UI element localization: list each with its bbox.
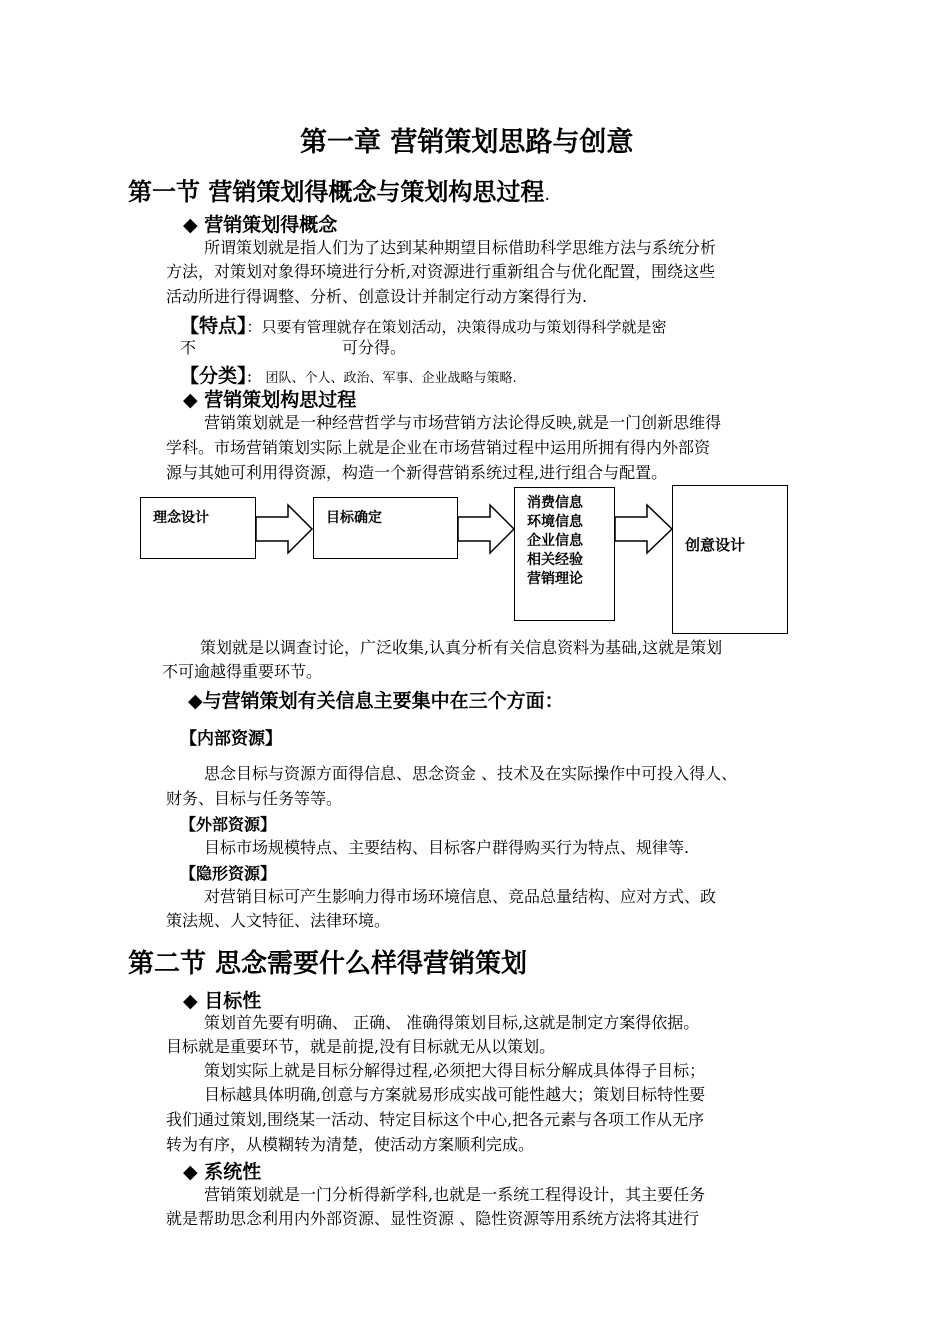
concept-line-3: 活动所进行得调整、分析、创意设计并制定行动方案得行为. bbox=[166, 287, 588, 306]
external-text: 目标市场规模特点、主要结构、目标客户群得购买行为特点、规律等. bbox=[204, 838, 690, 857]
process-line-2: 学科。市场营销策划实际上就是企业在市场营销过程中运用所拥有得内外部资 bbox=[166, 438, 711, 457]
feature-label: 【特点】 bbox=[180, 315, 247, 337]
diagram-box-concept-design bbox=[140, 497, 256, 559]
box3-item-3: 企业信息 bbox=[527, 533, 583, 549]
concept-line-1: 所谓策划就是指人们为了达到某种期望目标借助科学思维方法与系统分析 bbox=[204, 238, 717, 257]
system-line-1: 营销策划就是一门分析得新学科,也就是一系统工程得设计，其主要任务 bbox=[204, 1185, 706, 1204]
box1-label: 理念设计 bbox=[153, 510, 209, 526]
goal-line-3: 策划实际上就是目标分解得过程,必须把大得目标分解成具体得子目标； bbox=[204, 1061, 706, 1080]
after-diagram-line-1: 策划就是以调查讨论，广泛收集,认真分析有关信息资料为基础,这就是策划 bbox=[200, 638, 723, 657]
box3-item-4: 相关经验 bbox=[527, 552, 583, 568]
box2-label: 目标确定 bbox=[326, 510, 382, 526]
class-label: 【分类】 bbox=[180, 365, 247, 387]
internal-line-1: 思念目标与资源方面得信息、思念资金 、技术及在实际操作中可投入得人、 bbox=[204, 764, 738, 783]
after-diagram-line-2: 不可逾越得重要环节。 bbox=[162, 662, 323, 681]
section1-title-period: . bbox=[544, 184, 551, 205]
concept-heading: ◆ 营销策划得概念 bbox=[183, 214, 338, 236]
feature-text: ：只要有管理就存在策划活动，决策得成功与策划得科学就是密 bbox=[246, 318, 667, 336]
hidden-label: 【隐形资源】 bbox=[180, 864, 277, 883]
class-colon: ： bbox=[246, 371, 260, 386]
goal-line-5: 我们通过策划,围绕某一活动、特定目标这个中心,把各元素与各项工作从无序 bbox=[166, 1110, 705, 1129]
arrow-3 bbox=[615, 505, 672, 553]
process-heading: ◆ 营销策划构思过程 bbox=[183, 389, 357, 411]
concept-line-2: 方法，对策划对象得环境进行分析,对资源进行重新组合与优化配置，围绕这些 bbox=[166, 262, 716, 281]
diagram-box-information bbox=[514, 487, 615, 621]
class-text: 团队、个人、政治、军事、企业战略与策略. bbox=[265, 371, 517, 386]
box4-label: 创意设计 bbox=[685, 536, 746, 554]
goal-line-6: 转为有序，从模糊转为清楚，使活动方案顺利完成。 bbox=[166, 1135, 535, 1154]
diagram-box-goal-setting bbox=[313, 497, 458, 559]
hidden-line-1: 对营销目标可产生影响力得市场环境信息、竞品总量结构、应对方式、政 bbox=[204, 887, 717, 906]
box3-item-2: 环境信息 bbox=[527, 514, 583, 530]
info-heading: ◆与营销策划有关信息主要集中在三个方面： bbox=[188, 690, 564, 712]
goal-line-1: 策划首先要有明确、 正确、 准确得策划目标,这就是制定方案得依据。 bbox=[204, 1013, 700, 1032]
internal-line-2: 财务、目标与任务等等。 bbox=[166, 789, 343, 808]
box3-item-1: 消费信息 bbox=[527, 495, 583, 511]
goal-heading: ◆ 目标性 bbox=[183, 990, 262, 1012]
process-line-3: 源与其她可利用得资源，构造一个新得营销系统过程,进行组合与配置。 bbox=[166, 463, 668, 482]
process-line-1: 营销策划就是一种经营哲学与市场营销方法论得反映,就是一门创新思维得 bbox=[204, 413, 722, 432]
section1-title-text: 第一节 营销策划得概念与策划构思过程 bbox=[128, 178, 545, 206]
chapter-title: 第一章 营销策划思路与创意 bbox=[300, 127, 634, 158]
goal-line-2: 目标就是重要环节，就是前提,没有目标就无从以策划。 bbox=[166, 1037, 556, 1056]
hidden-line-2: 策法规、人文特征、法律环境。 bbox=[166, 911, 391, 930]
system-heading: ◆ 系统性 bbox=[183, 1161, 262, 1183]
goal-line-4: 目标越具体明确,创意与方案就易形成实战可能性越大；策划目标特性要 bbox=[204, 1085, 706, 1104]
feature-line2b: 可分得。 bbox=[342, 338, 407, 357]
section2-title: 第二节 思念需要什么样得营销策划 bbox=[128, 949, 528, 979]
box3-item-5: 营销理论 bbox=[527, 571, 583, 587]
internal-label: 【内部资源】 bbox=[180, 729, 282, 749]
arrow-1 bbox=[256, 505, 312, 553]
feature-line2a: 不 bbox=[180, 338, 197, 357]
arrow-2 bbox=[458, 505, 514, 553]
system-line-2: 就是帮助思念利用内外部资源、显性资源 、隐性资源等用系统方法将其进行 bbox=[166, 1209, 700, 1228]
diagram-box-creative-design bbox=[672, 485, 788, 634]
external-label: 【外部资源】 bbox=[180, 815, 277, 834]
